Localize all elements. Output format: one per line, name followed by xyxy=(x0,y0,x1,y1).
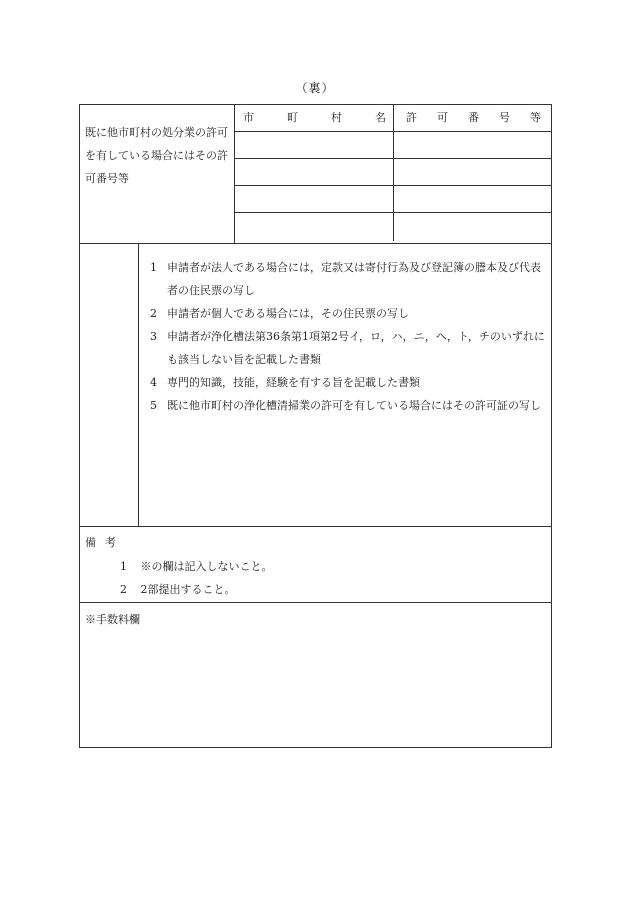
attachments-list xyxy=(150,256,548,417)
item-number: 4 xyxy=(150,376,157,389)
application-form-back xyxy=(79,104,552,748)
municipality-name-field[interactable] xyxy=(235,186,394,212)
fee-section[interactable] xyxy=(80,603,551,748)
permit-number-field[interactable] xyxy=(394,186,551,212)
permit-row xyxy=(235,132,551,159)
note-number: 2 xyxy=(120,583,127,596)
notes-title: 備考 xyxy=(85,536,125,549)
item-text: 既に他市町村の浄化槽清掃業の許可を有している場合にはその許可証の写し xyxy=(167,399,541,412)
attached-documents-section xyxy=(80,244,551,527)
note-number: 1 xyxy=(120,560,127,573)
item-number: 2 xyxy=(150,307,157,320)
permit-row xyxy=(235,186,551,213)
list-item xyxy=(150,371,548,394)
permit-row xyxy=(235,159,551,186)
permit-row xyxy=(235,213,551,241)
note-text: 2部提出すること。 xyxy=(140,583,236,596)
notes-section xyxy=(80,527,551,603)
permits-label: 既に他市町村の処分業の許可を有している場合にはその許可番号等 xyxy=(80,105,235,243)
municipality-name-field[interactable] xyxy=(235,159,394,185)
fee-title: ※手数料欄 xyxy=(85,613,140,626)
other-municipality-permits-section xyxy=(80,105,551,244)
item-text: 申請者が浄化槽法第36条第1項第2号イ，ロ，ハ，ニ，ヘ，ト，チのいずれにも該当しない旨を記載した書類 xyxy=(167,330,545,366)
permit-number-field[interactable] xyxy=(394,213,551,241)
permit-number-header: 許 可 番 号 等 xyxy=(406,111,541,124)
item-text: 申請者が個人である場合には，その住民票の写し xyxy=(167,307,409,320)
list-item xyxy=(150,256,548,302)
note-item xyxy=(120,558,273,574)
note-text: ※の欄は記入しないこと。 xyxy=(140,560,273,573)
item-number: 1 xyxy=(150,261,157,274)
note-item xyxy=(120,581,236,597)
item-text: 申請者が法人である場合には，定款又は寄付行為及び登記簿の謄本及び代表者の住民票の写し xyxy=(167,261,541,297)
municipality-name-field[interactable] xyxy=(235,132,394,158)
list-item xyxy=(150,394,548,417)
permit-number-field[interactable] xyxy=(394,132,551,158)
item-number: 3 xyxy=(150,330,157,343)
item-text: 専門的知識，技能，経験を有する旨を記載した書類 xyxy=(167,376,420,389)
item-number: 5 xyxy=(150,399,157,412)
list-item xyxy=(150,325,548,371)
attachments-label-cell xyxy=(80,244,139,526)
permit-number-field[interactable] xyxy=(394,159,551,185)
municipality-name-field[interactable] xyxy=(235,213,394,241)
permits-header-row xyxy=(235,105,551,132)
municipality-name-header: 市 町 村 名 xyxy=(235,105,394,131)
list-item xyxy=(150,302,548,325)
page-heading: （裏） xyxy=(295,81,335,95)
permits-table xyxy=(235,105,551,241)
